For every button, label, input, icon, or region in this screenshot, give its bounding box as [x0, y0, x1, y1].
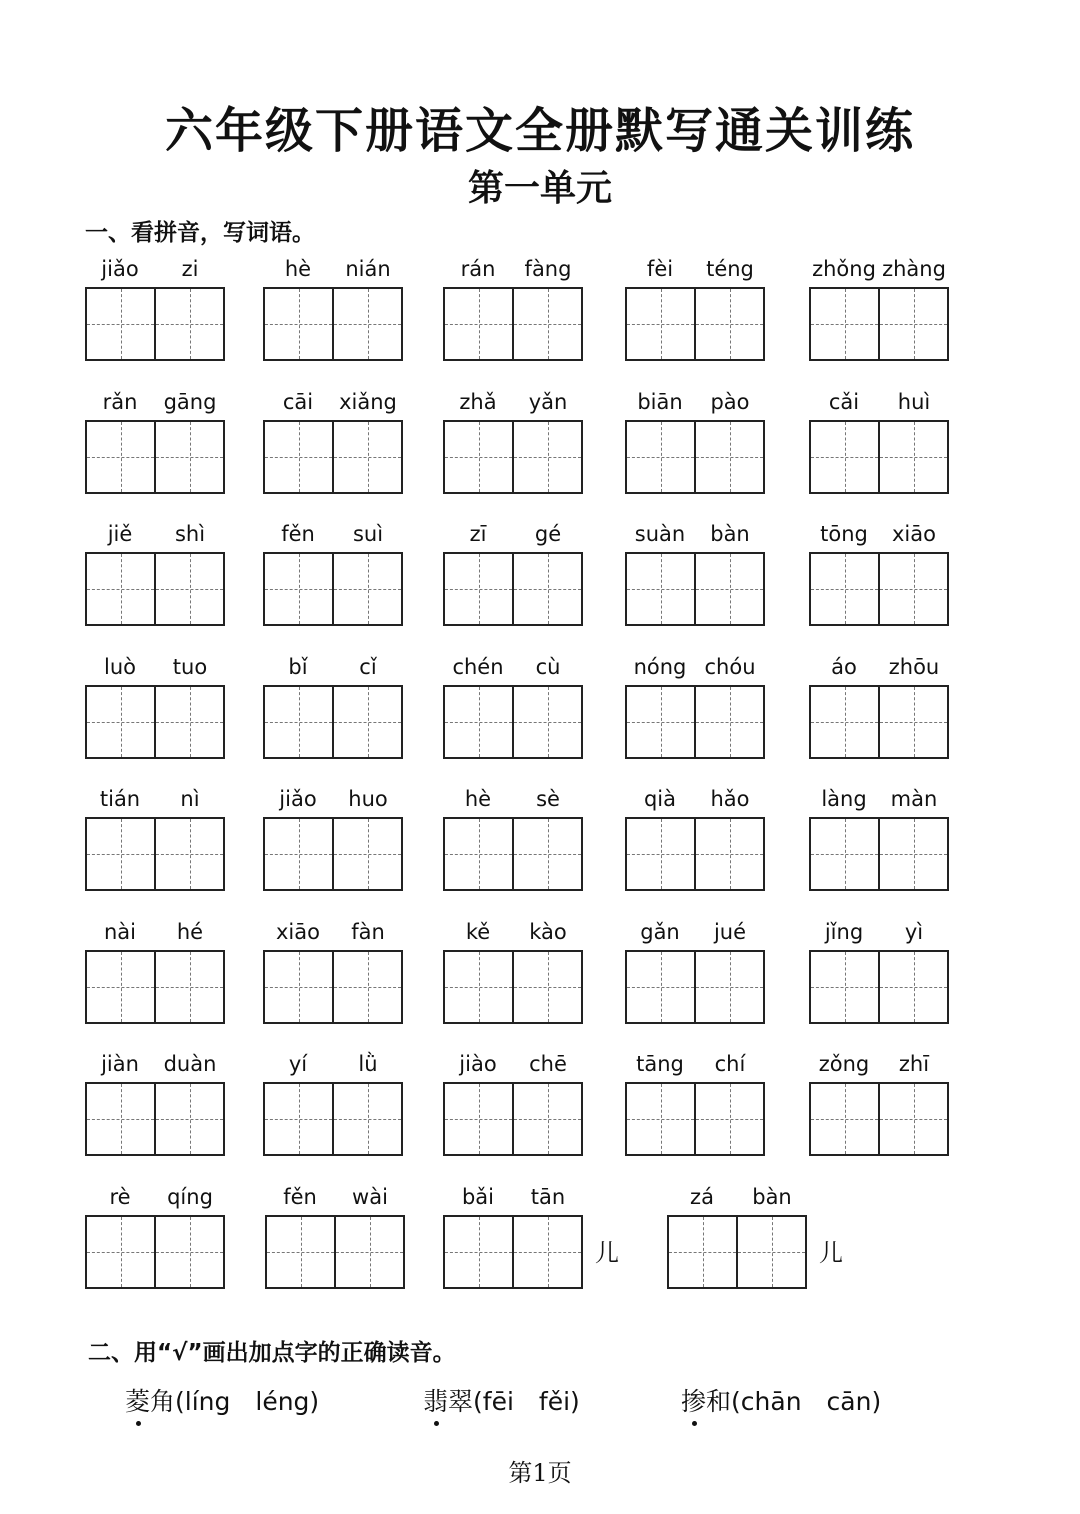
- character-box[interactable]: [669, 1217, 736, 1287]
- pinyin-label: duàn: [163, 1052, 217, 1076]
- character-box[interactable]: [627, 687, 694, 757]
- pinyin-label: chē: [529, 1052, 567, 1076]
- character-box[interactable]: [154, 952, 223, 1022]
- character-box[interactable]: [512, 952, 581, 1022]
- writing-boxes: [85, 552, 225, 626]
- character-box[interactable]: [265, 422, 332, 492]
- writing-boxes: [443, 1082, 583, 1156]
- pinyin-label: kào: [529, 919, 567, 944]
- character-box[interactable]: [811, 819, 878, 889]
- word-item: [809, 1050, 949, 1158]
- writing-boxes: [809, 1082, 949, 1156]
- character-box[interactable]: [87, 1084, 154, 1154]
- pinyin-label: chén: [452, 654, 504, 679]
- pinyin-label: zi: [181, 257, 199, 281]
- pinyin-label: bǐ: [288, 654, 308, 679]
- character-box[interactable]: [627, 422, 694, 492]
- character-box[interactable]: [87, 1217, 154, 1287]
- character-box[interactable]: [694, 1084, 763, 1154]
- writing-boxes: [809, 950, 949, 1024]
- pinyin-label: lǜ: [358, 1052, 378, 1076]
- pinyin-label: suì: [352, 522, 384, 546]
- character-box[interactable]: [265, 289, 332, 359]
- pinyin-label: hé: [176, 919, 204, 944]
- character-box[interactable]: [332, 687, 401, 757]
- writing-boxes: [263, 950, 403, 1024]
- writing-boxes: [625, 685, 765, 759]
- writing-boxes: [625, 552, 765, 626]
- character-box[interactable]: [627, 819, 694, 889]
- pinyin-label: pào: [710, 389, 750, 414]
- character-box[interactable]: [87, 289, 154, 359]
- writing-boxes: [443, 552, 583, 626]
- question-item-1: [125, 1382, 319, 1418]
- character-box[interactable]: [265, 952, 332, 1022]
- character-box[interactable]: [512, 289, 581, 359]
- character-box[interactable]: [154, 1217, 223, 1287]
- pinyin-label: fěn: [283, 1184, 317, 1209]
- pinyin-label: yí: [288, 1052, 308, 1076]
- dotted-character: 翡: [423, 1387, 448, 1416]
- character-box[interactable]: [694, 819, 763, 889]
- pinyin-label: shì: [174, 522, 206, 546]
- word-item: [85, 520, 225, 628]
- word-row: [85, 388, 965, 498]
- word-item: [625, 388, 765, 496]
- character-box[interactable]: [265, 1084, 332, 1154]
- pinyin-label: màn: [890, 787, 938, 811]
- writing-boxes: [85, 1082, 225, 1156]
- pinyin-label: fàng: [524, 257, 572, 281]
- writing-boxes: [85, 1215, 225, 1289]
- word-item: [625, 255, 765, 363]
- reading-options[interactable]: (chān cān): [731, 1387, 882, 1416]
- character-box[interactable]: [512, 1217, 581, 1287]
- character-box[interactable]: [154, 687, 223, 757]
- word-item: [443, 388, 583, 496]
- word-item: [263, 255, 403, 363]
- writing-boxes: [443, 1215, 583, 1289]
- pinyin-label: rán: [460, 257, 496, 281]
- word-row: [85, 785, 965, 895]
- pinyin-label: zī: [469, 522, 487, 546]
- character-box[interactable]: [694, 554, 763, 624]
- pinyin-label: hè: [464, 787, 492, 811]
- pinyin-label: cǎi: [828, 389, 860, 414]
- character-box[interactable]: [512, 1084, 581, 1154]
- section-1-heading: 一、看拼音，写词语。: [85, 220, 315, 246]
- word-item: [667, 1183, 843, 1291]
- character-box[interactable]: [332, 554, 401, 624]
- character-box[interactable]: [878, 554, 947, 624]
- writing-boxes: [85, 287, 225, 361]
- pinyin-label: yì: [904, 919, 924, 944]
- character-box[interactable]: [878, 422, 947, 492]
- writing-boxes: [809, 817, 949, 891]
- character-box[interactable]: [87, 554, 154, 624]
- writing-boxes: [263, 287, 403, 361]
- character-box[interactable]: [811, 952, 878, 1022]
- character-box[interactable]: [445, 1084, 512, 1154]
- pinyin-label: rè: [109, 1184, 131, 1209]
- pinyin-label: fèi: [646, 257, 674, 281]
- dotted-character: 掺: [681, 1387, 706, 1416]
- pinyin-label: hǎo: [710, 787, 750, 811]
- word-item: [85, 785, 225, 893]
- pinyin-label: bàn: [710, 522, 750, 546]
- character-box[interactable]: [445, 952, 512, 1022]
- pinyin-label: jiǎo: [101, 257, 139, 281]
- pinyin-label: tān: [530, 1184, 566, 1209]
- word-item: [443, 255, 583, 363]
- word-row: [85, 1050, 965, 1160]
- character-box[interactable]: [334, 1217, 403, 1287]
- word-row: [85, 255, 965, 365]
- pinyin-label: hè: [284, 257, 312, 281]
- character-box[interactable]: [445, 1217, 512, 1287]
- pinyin-label: nài: [103, 919, 136, 944]
- writing-boxes: [809, 287, 949, 361]
- writing-boxes: [85, 420, 225, 494]
- pinyin-label: cǐ: [359, 654, 377, 679]
- unit-subtitle: 第一单元: [467, 167, 612, 209]
- writing-boxes: [443, 950, 583, 1024]
- writing-boxes: [85, 817, 225, 891]
- pinyin-label: chóu: [704, 654, 756, 679]
- pinyin-label: chí: [714, 1052, 746, 1076]
- writing-boxes: [809, 685, 949, 759]
- pinyin-label: huì: [897, 389, 931, 414]
- character-box[interactable]: [627, 289, 694, 359]
- character-box[interactable]: [811, 289, 878, 359]
- dotted-character: 菱: [125, 1387, 150, 1416]
- character: 和: [706, 1387, 732, 1416]
- pinyin-label: xiāo: [892, 522, 936, 546]
- writing-boxes: [809, 420, 949, 494]
- character-box[interactable]: [154, 289, 223, 359]
- pinyin-label: tián: [99, 787, 141, 811]
- word-item: [85, 1183, 225, 1291]
- pinyin-label: suàn: [634, 522, 686, 546]
- character-box[interactable]: [627, 554, 694, 624]
- character-box[interactable]: [694, 289, 763, 359]
- writing-boxes: [85, 950, 225, 1024]
- pinyin-label: jiǎo: [279, 787, 317, 811]
- writing-boxes: [263, 420, 403, 494]
- word-item: [263, 1050, 403, 1158]
- character-box[interactable]: [878, 687, 947, 757]
- word-item: [85, 1050, 225, 1158]
- pinyin-label: xiāo: [276, 919, 320, 944]
- character-box[interactable]: [512, 819, 581, 889]
- pinyin-label: qíng: [167, 1184, 213, 1209]
- pinyin-label: jiào: [459, 1052, 497, 1076]
- character-box[interactable]: [87, 952, 154, 1022]
- character-box[interactable]: [87, 422, 154, 492]
- pinyin-label: zhōu: [888, 654, 940, 679]
- character-box[interactable]: [627, 1084, 694, 1154]
- pinyin-label: zhī: [898, 1052, 930, 1076]
- character-box[interactable]: [154, 422, 223, 492]
- section-2-heading: 二、用“√”画出加点字的正确读音。: [88, 1340, 456, 1366]
- pinyin-label: qià: [643, 787, 677, 811]
- pinyin-label: luò: [104, 654, 136, 679]
- writing-boxes: [625, 950, 765, 1024]
- word-item: [263, 520, 403, 628]
- character-box[interactable]: [332, 289, 401, 359]
- pinyin-label: gǎn: [640, 919, 680, 944]
- pinyin-label: jǐng: [824, 919, 864, 944]
- word-item: [443, 918, 583, 1026]
- writing-boxes: [265, 1215, 405, 1289]
- word-item: [85, 255, 225, 363]
- word-item: [625, 918, 765, 1026]
- pinyin-label: fàn: [351, 919, 385, 944]
- character-box[interactable]: [627, 952, 694, 1022]
- pinyin-label: zá: [690, 1184, 714, 1209]
- pinyin-label: jiě: [107, 522, 133, 546]
- word-item: [85, 918, 225, 1026]
- pinyin-label: huo: [348, 787, 388, 811]
- writing-boxes: [263, 1082, 403, 1156]
- word-item: [443, 1183, 619, 1291]
- character-box[interactable]: [811, 1084, 878, 1154]
- character-box[interactable]: [267, 1217, 334, 1287]
- word-item: [809, 653, 949, 761]
- pinyin-label: bǎi: [461, 1184, 495, 1209]
- character-box[interactable]: [265, 554, 332, 624]
- writing-boxes: [667, 1215, 807, 1289]
- character-box[interactable]: [811, 554, 878, 624]
- writing-boxes: [263, 685, 403, 759]
- writing-boxes: [625, 817, 765, 891]
- word-item: [625, 785, 765, 893]
- writing-boxes: [263, 552, 403, 626]
- writing-boxes: [85, 685, 225, 759]
- character-box[interactable]: [332, 422, 401, 492]
- pinyin-label: tāng: [636, 1052, 684, 1076]
- word-item: [625, 653, 765, 761]
- writing-boxes: [625, 420, 765, 494]
- word-item: [443, 520, 583, 628]
- word-item: [263, 918, 403, 1026]
- pinyin-label: téng: [706, 257, 754, 281]
- pinyin-label: zhǒng: [812, 257, 876, 281]
- word-item: [263, 785, 403, 893]
- character-box[interactable]: [878, 289, 947, 359]
- word-item: [809, 520, 949, 628]
- pinyin-label: biān: [637, 389, 683, 414]
- reading-options[interactable]: (fēi fěi): [473, 1387, 580, 1416]
- pinyin-label: cù: [535, 654, 561, 679]
- character-box[interactable]: [878, 952, 947, 1022]
- character-box[interactable]: [512, 554, 581, 624]
- word-item: [443, 653, 583, 761]
- character-box[interactable]: [811, 687, 878, 757]
- word-item: [443, 1050, 583, 1158]
- character-box[interactable]: [154, 1084, 223, 1154]
- word-item: [85, 653, 225, 761]
- question-item-3: [681, 1382, 881, 1418]
- word-row: [85, 653, 965, 763]
- writing-boxes: [625, 1082, 765, 1156]
- writing-boxes: [443, 685, 583, 759]
- character-box[interactable]: [445, 819, 512, 889]
- pinyin-label: kě: [465, 919, 491, 944]
- pinyin-label: cāi: [282, 389, 314, 414]
- character-box[interactable]: [512, 687, 581, 757]
- writing-boxes: [809, 552, 949, 626]
- writing-boxes: [443, 420, 583, 494]
- character-box[interactable]: [332, 952, 401, 1022]
- character-box[interactable]: [445, 687, 512, 757]
- character-box[interactable]: [154, 819, 223, 889]
- character-box[interactable]: [811, 422, 878, 492]
- word-item: [263, 388, 403, 496]
- word-item: [809, 255, 949, 363]
- character-box[interactable]: [332, 819, 401, 889]
- word-item: [809, 918, 949, 1026]
- pinyin-label: nóng: [633, 654, 687, 679]
- character-box[interactable]: [87, 687, 154, 757]
- pinyin-label: sè: [536, 787, 560, 811]
- character-box[interactable]: [736, 1217, 805, 1287]
- character-box[interactable]: [87, 819, 154, 889]
- word-row: [85, 520, 965, 630]
- page-title: 六年级下册语文全册默写通关训练: [164, 103, 915, 159]
- word-row: [85, 1183, 965, 1293]
- word-row: [85, 918, 965, 1028]
- pinyin-label: áo: [831, 654, 857, 679]
- word-item: [85, 388, 225, 496]
- pinyin-label: jiàn: [101, 1052, 139, 1076]
- character-box[interactable]: [445, 554, 512, 624]
- character-box[interactable]: [512, 422, 581, 492]
- pinyin-label: zǒng: [818, 1052, 870, 1076]
- reading-options[interactable]: (líng léng): [175, 1387, 320, 1416]
- word-item: [625, 520, 765, 628]
- character-box[interactable]: [694, 422, 763, 492]
- writing-boxes: [443, 287, 583, 361]
- character-box[interactable]: [694, 687, 763, 757]
- er-suffix: 儿: [819, 1238, 843, 1267]
- question-item-2: [423, 1382, 580, 1418]
- pinyin-label: jué: [713, 919, 747, 944]
- pinyin-label: rǎn: [102, 389, 138, 414]
- pinyin-label: xiǎng: [339, 389, 397, 414]
- word-item: [265, 1183, 405, 1291]
- character-box[interactable]: [445, 289, 512, 359]
- character-box[interactable]: [265, 819, 332, 889]
- word-item: [443, 785, 583, 893]
- pinyin-label: zhàng: [882, 257, 946, 281]
- character: 角: [150, 1387, 176, 1416]
- writing-boxes: [263, 817, 403, 891]
- pinyin-label: nián: [345, 257, 391, 281]
- pinyin-label: bàn: [752, 1184, 792, 1209]
- pinyin-label: tōng: [820, 522, 868, 546]
- character-box[interactable]: [265, 687, 332, 757]
- character-box[interactable]: [694, 952, 763, 1022]
- pinyin-label: zhǎ: [459, 389, 497, 414]
- pinyin-label: gāng: [163, 389, 217, 414]
- character-box[interactable]: [878, 819, 947, 889]
- pinyin-label: yǎn: [528, 389, 568, 414]
- er-suffix: 儿: [595, 1238, 619, 1267]
- page-number: 第1页: [508, 1459, 572, 1487]
- word-item: [263, 653, 403, 761]
- pinyin-label: fěn: [281, 522, 315, 546]
- character: 翠: [448, 1387, 474, 1416]
- pinyin-label: nì: [180, 787, 200, 811]
- writing-boxes: [443, 817, 583, 891]
- word-item: [809, 388, 949, 496]
- character-box[interactable]: [445, 422, 512, 492]
- pinyin-label: làng: [821, 787, 867, 811]
- word-item: [625, 1050, 765, 1158]
- character-box[interactable]: [332, 1084, 401, 1154]
- character-box[interactable]: [154, 554, 223, 624]
- character-box[interactable]: [878, 1084, 947, 1154]
- pinyin-label: gé: [534, 522, 562, 546]
- pinyin-label: wài: [352, 1184, 388, 1209]
- word-item: [809, 785, 949, 893]
- pinyin-label: tuo: [172, 654, 208, 679]
- writing-boxes: [625, 287, 765, 361]
